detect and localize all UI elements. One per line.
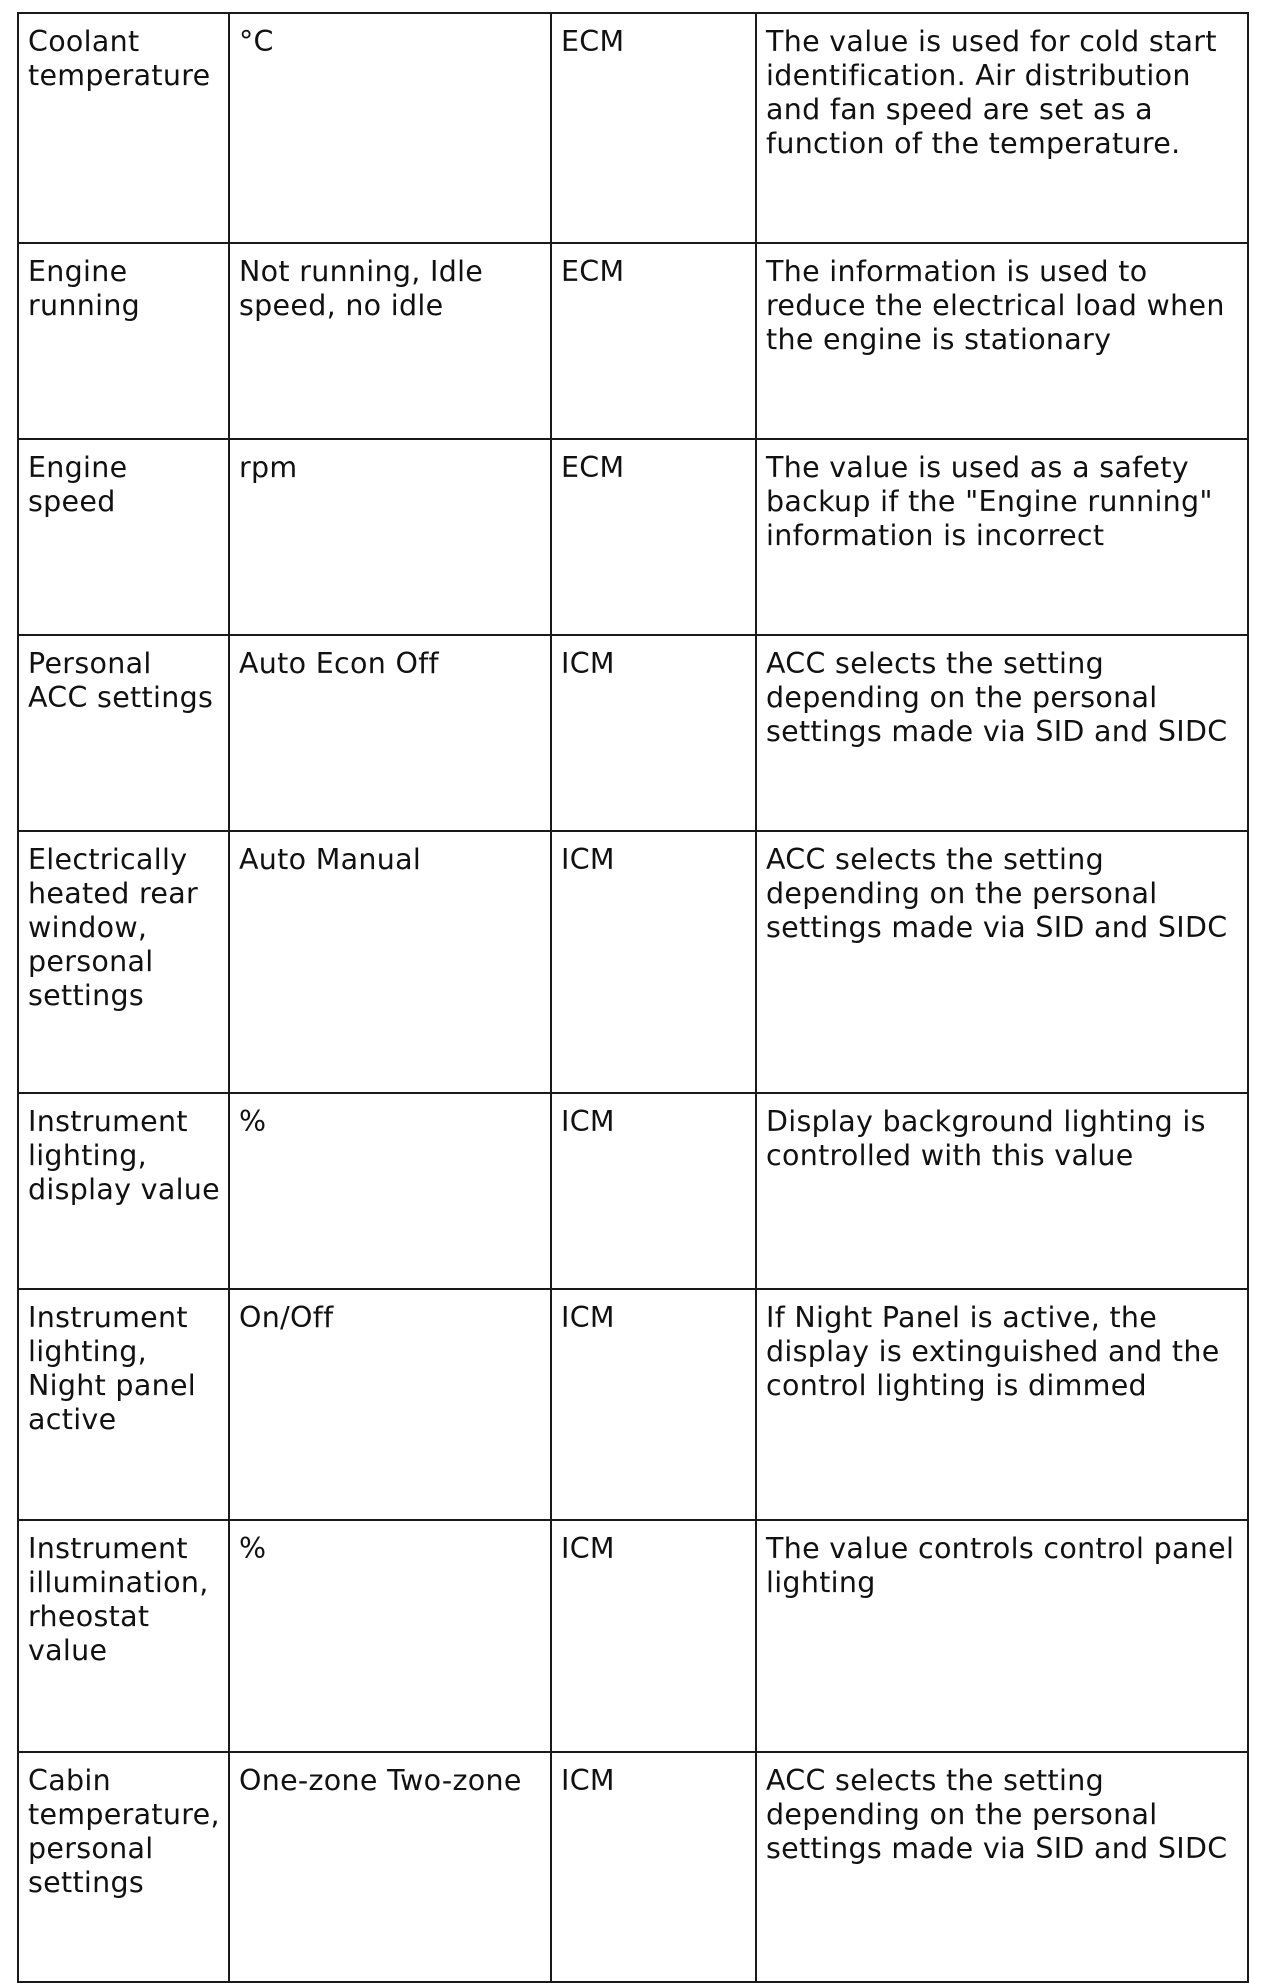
- source-module-cell: ICM: [551, 635, 756, 831]
- signal-table: [17, 12, 1249, 1983]
- table-row: [18, 1289, 1248, 1520]
- source-module-cell: ICM: [551, 1752, 756, 1982]
- source-module-cell: ICM: [551, 1520, 756, 1752]
- source-module-cell: ECM: [551, 243, 756, 439]
- source-module-cell: ICM: [551, 1289, 756, 1520]
- signal-name-cell: Engine speed: [18, 439, 229, 635]
- table-row: [18, 1752, 1248, 1982]
- table-row: [18, 1520, 1248, 1752]
- description-cell: If Night Panel is active, the display is extinguished and the control lighting is dimmed: [756, 1289, 1248, 1520]
- signal-name-cell: Coolant temperature: [18, 13, 229, 243]
- signal-name-cell: Instrument illumination, rheostat value: [18, 1520, 229, 1752]
- description-cell: The value is used for cold start identification. Air distribution and fan speed are set as a function of the temperature.: [756, 13, 1248, 243]
- description-cell: Display background lighting is controlled with this value: [756, 1093, 1248, 1289]
- value-range-cell: %: [229, 1093, 551, 1289]
- signal-name-cell: Engine running: [18, 243, 229, 439]
- value-range-cell: Not running, Idle speed, no idle: [229, 243, 551, 439]
- signal-name-cell: Cabin temperature, personal settings: [18, 1752, 229, 1982]
- description-cell: ACC selects the setting depending on the personal settings made via SID and SIDC: [756, 1752, 1248, 1982]
- signal-name-cell: Instrument lighting, display value: [18, 1093, 229, 1289]
- description-cell: The value is used as a safety backup if the "Engine running" information is incorrect: [756, 439, 1248, 635]
- value-range-cell: Auto Manual: [229, 831, 551, 1093]
- value-range-cell: One-zone Two-zone: [229, 1752, 551, 1982]
- description-cell: ACC selects the setting depending on the personal settings made via SID and SIDC: [756, 635, 1248, 831]
- table-row: [18, 831, 1248, 1093]
- table-row: [18, 13, 1248, 243]
- source-module-cell: ICM: [551, 831, 756, 1093]
- table-row: [18, 635, 1248, 831]
- signal-name-cell: Instrument lighting, Night panel active: [18, 1289, 229, 1520]
- description-cell: The value controls control panel lighting: [756, 1520, 1248, 1752]
- table-row: [18, 243, 1248, 439]
- value-range-cell: Auto Econ Off: [229, 635, 551, 831]
- value-range-cell: %: [229, 1520, 551, 1752]
- source-module-cell: ECM: [551, 439, 756, 635]
- description-cell: The information is used to reduce the electrical load when the engine is stationary: [756, 243, 1248, 439]
- table-row: [18, 1093, 1248, 1289]
- source-module-cell: ICM: [551, 1093, 756, 1289]
- value-range-cell: rpm: [229, 439, 551, 635]
- table-row: [18, 439, 1248, 635]
- description-cell: ACC selects the setting depending on the personal settings made via SID and SIDC: [756, 831, 1248, 1093]
- value-range-cell: On/Off: [229, 1289, 551, 1520]
- value-range-cell: °C: [229, 13, 551, 243]
- signal-name-cell: Electrically heated rear window, personal settings: [18, 831, 229, 1093]
- signal-name-cell: Personal ACC settings: [18, 635, 229, 831]
- source-module-cell: ECM: [551, 13, 756, 243]
